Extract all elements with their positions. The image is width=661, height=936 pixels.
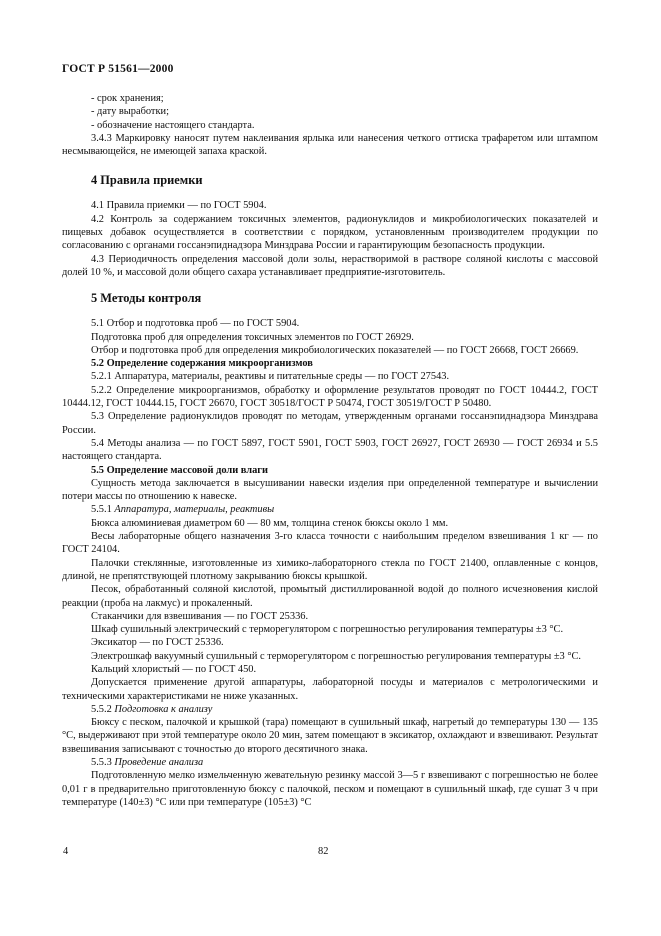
paragraph-5-1-toxic: Подготовка проб для определения токсичных элементов по ГОСТ 26929. <box>91 331 414 343</box>
page-number-left: 4 <box>63 846 69 857</box>
paragraph-4-1: 4.1 Правила приемки — по ГОСТ 5904. <box>91 200 267 212</box>
paragraph-analysis: Подготовленную мелко измельченную жевательную резинку массой 3—5 г взвешивают с погрешностью не более 0,01 г в предварительно приготовленную бюксу с палочкой, песком и помещают в сушильный шкаф, где сушат 3 ч при температуре (140±3) °С или при температуре (105±3) °С <box>62 770 598 808</box>
paragraph-5-2-1: 5.2.1 Аппаратура, материалы, реактивы и питательные среды — по ГОСТ 27543. <box>91 371 450 383</box>
paragraph-5-4: 5.4 Методы анализа — по ГОСТ 5897, ГОСТ 5901, ГОСТ 5903, ГОСТ 26927, ГОСТ 26930 — ГОСТ 26934 и 5.5 настоящего стандарта. <box>62 437 598 463</box>
paragraph-vesy: Весы лабораторные общего назначения 3-го класса точности с наибольшим пределом взвешивания 1 кг — по ГОСТ 24104. <box>62 531 598 556</box>
paragraph-eksikator: Эксикатор — по ГОСТ 25336. <box>91 637 224 649</box>
list-item: - обозначение настоящего стандарта. <box>91 119 255 131</box>
subheading-5-5: 5.5 Определение массовой доли влаги <box>91 464 269 476</box>
section-5-title: 5 Методы контроля <box>91 291 202 306</box>
subheading-5-5-2 <box>62 703 598 716</box>
clause-title: Аппаратура, материалы, реактивы <box>114 504 275 516</box>
paragraph-buksa-prep: Бюксу с песком, палочкой и крышкой (тара) помещают в сушильный шкаф, нагретый до температуры 130 — 135 °С, выдерживают при этой температуре около 20 мин, затем помещают в эксикатор, охлаждают и взвешивают. Результат взвешивания записывают с точностью до второго десятичного знака. <box>62 717 598 755</box>
subheading-5-5-1 <box>62 503 598 516</box>
subheading-5-2: 5.2 Определение содержания микроорганизмов <box>91 358 313 370</box>
clause-number: 5.5.3 <box>91 757 112 769</box>
paragraph-5-1: 5.1 Отбор и подготовка проб — по ГОСТ 5904. <box>91 318 300 330</box>
paragraph-kalciy: Кальций хлористый — по ГОСТ 450. <box>91 663 257 675</box>
paragraph-5-3: 5.3 Определение радионуклидов проводят по методам, утвержденным органами госсанэпиднадзора Минздрава России. <box>62 411 598 436</box>
list-item: - дату выработки; <box>91 106 169 118</box>
paragraph-bux: Бюкса алюминиевая диаметром 60 — 80 мм, толщина стенок бюксы около 1 мм. <box>91 517 449 529</box>
standard-code-header: ГОСТ Р 51561—2000 <box>62 63 174 75</box>
paragraph-pesok: Песок, обработанный соляной кислотой, промытый дистиллированной водой до полного исчезновения кислой реакции (проба на лакмус) и прокаленный. <box>62 584 598 609</box>
paragraph-palochki: Палочки стеклянные, изготовленные из химико-лабораторного стекла по ГОСТ 21400, оплавленные с концов, длиной, не препятствующей плотному закрыванию бюксы крышкой. <box>62 557 598 582</box>
page-number-center: 82 <box>318 846 329 857</box>
paragraph-3-4-3: 3.4.3 Маркировку наносят путем наклеивания ярлыка или нанесения четкого оттиска трафаретом или штампом несмывающейся, не имеющей запаха краской. <box>62 132 598 158</box>
paragraph-shkaf: Шкаф сушильный электрический с терморегулятором с погрешностью регулирования температуры ±3 °С. <box>91 624 564 636</box>
paragraph-4-2: 4.2 Контроль за содержанием токсичных элементов, радионуклидов и микробиологических показателей и пищевых добавок осуществляется в соответствии с порядком, установленным производителем продукции по согласованию с органами госсанэпиднадзора Минздрава России и гарантирующим безопасность продукции. <box>62 213 598 252</box>
paragraph-4-3: 4.3 Периодичность определения массовой доли золы, нерастворимой в растворе соляной кислоты с массовой долей 10 %, и массовой доли общего сахара устанавливает предприятие-изготовитель. <box>62 253 598 278</box>
clause-title: Проведение анализа <box>114 757 204 769</box>
paragraph-5-2-2: 5.2.2 Определение микроорганизмов, обработку и оформление результатов проводят по ГОСТ 10444.2, ГОСТ 10444.12, ГОСТ 10444.15, ГОСТ 26670, ГОСТ 30518/ГОСТ Р 50474, ГОСТ 30519/ГОСТ Р 50480. <box>62 384 598 410</box>
paragraph-5-5-essence: Сущность метода заключается в высушивании навески изделия при определенной температуре и вычислении потери массы по отношению к навеске. <box>62 477 598 503</box>
list-item: - срок хранения; <box>91 93 164 104</box>
clause-number: 5.5.1 <box>91 504 112 516</box>
subheading-5-5-3 <box>62 756 598 769</box>
section-4-title: 4 Правила приемки <box>91 173 203 188</box>
paragraph-dopusk: Допускается применение другой аппаратуры, лабораторной посуды и материалов с метрологическими и техническими характеристиками не ниже указанных. <box>62 677 598 702</box>
clause-number: 5.5.2 <box>91 703 112 715</box>
clause-title: Подготовка к анализу <box>114 703 213 715</box>
paragraph-elektroshkaf: Электрошкаф вакуумный сушильный с терморегулятором с погрешностью регулирования температуры ±3 °С. <box>91 650 582 662</box>
document-body <box>62 92 598 809</box>
paragraph-5-1-micro: Отбор и подготовка проб для определения микробиологических показателей — по ГОСТ 26668, ГОСТ 26669. <box>91 344 579 356</box>
paragraph-stakanchiki: Стаканчики для взвешивания — по ГОСТ 25336. <box>91 610 309 622</box>
